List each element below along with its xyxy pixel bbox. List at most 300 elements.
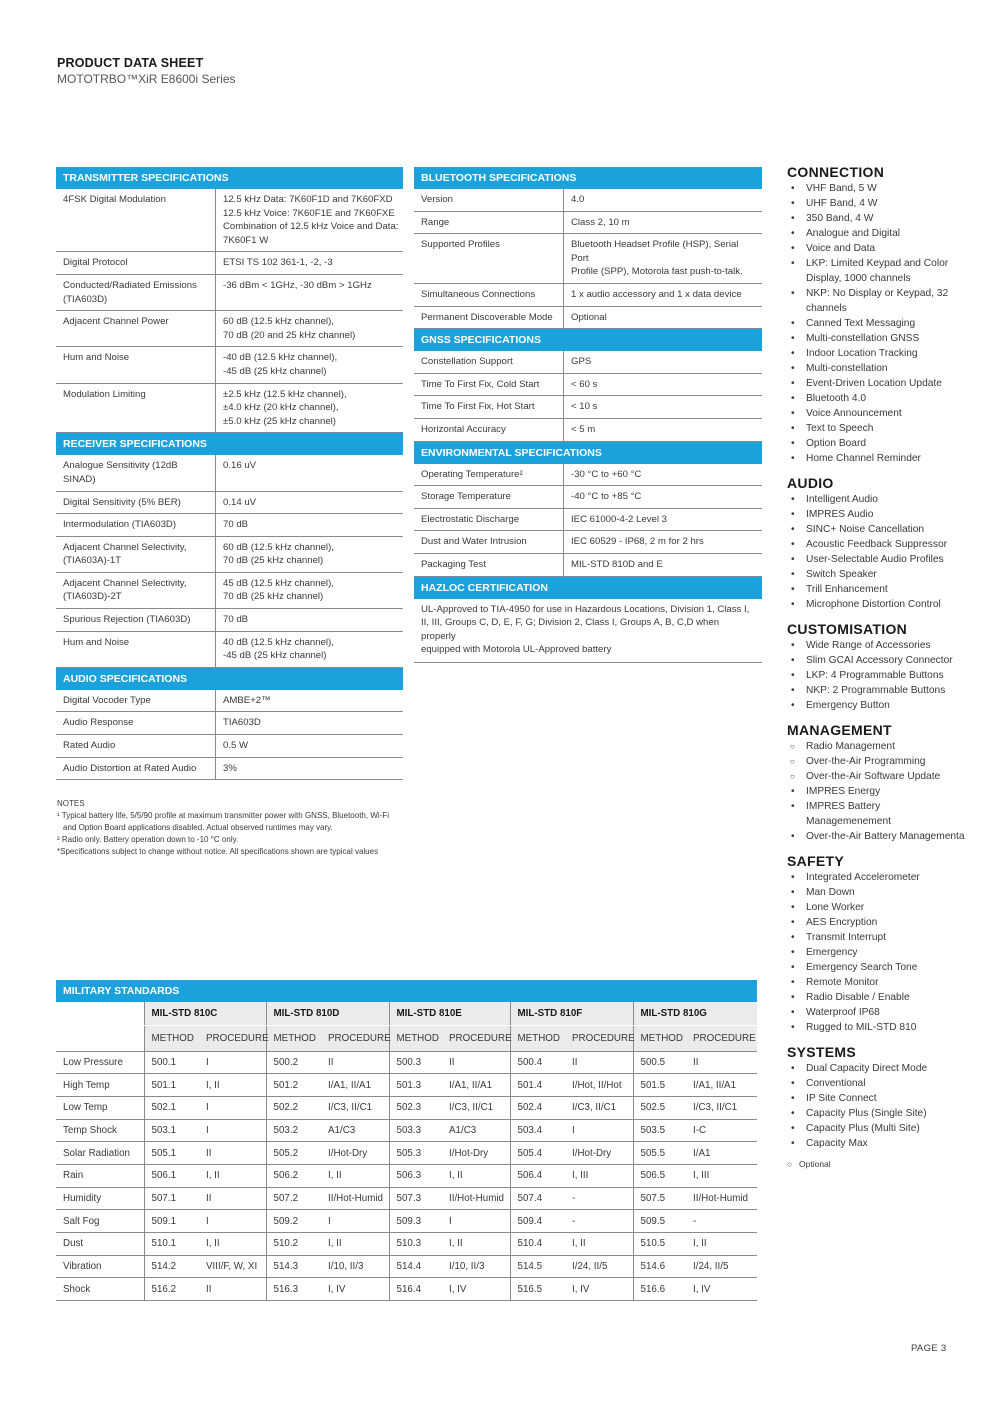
procedure-cell: II/Hot-Humid	[321, 1187, 389, 1210]
method-cell: 506.4	[510, 1164, 565, 1187]
spec-row	[414, 189, 762, 212]
method-cell: 505.1	[144, 1142, 199, 1165]
spec-value-line: < 10 s	[571, 401, 598, 413]
method-cell: 505.3	[389, 1142, 442, 1165]
spec-row	[414, 509, 762, 532]
procedure-cell: II/Hot-Humid	[686, 1187, 757, 1210]
spec-row	[56, 275, 403, 311]
feature-item: • Switch Speaker	[787, 567, 967, 582]
spec-label: Audio Response	[56, 712, 216, 734]
spec-label: Digital Sensitivity (5% BER)	[56, 492, 216, 514]
feature-item: • Remote Monitor	[787, 975, 967, 990]
procedure-cell: I/24, II/5	[686, 1255, 757, 1278]
note-line: ¹ Typical battery life, 5/5/90 profile at maximum transmitter power with GNSS, Bluetooth, Wi-Fi	[57, 811, 389, 820]
hazloc-line: UL-Approved to TIA-4950 for use in Hazardous Locations, Division 1, Class I,	[421, 603, 750, 615]
spec-value-line: -45 dB (25 kHz channel)	[223, 650, 327, 662]
feature-item: • Home Channel Reminder	[787, 451, 967, 466]
spec-label: Digital Protocol	[56, 252, 216, 274]
procedure-cell: -	[565, 1187, 633, 1210]
page-title: PRODUCT DATA SHEET	[57, 56, 204, 70]
table-row	[56, 1074, 757, 1097]
method-header: METHOD	[266, 1025, 321, 1051]
standard-header: MIL-STD 810E	[389, 1002, 510, 1025]
spec-label: Packaging Test	[414, 554, 564, 576]
spec-row	[56, 384, 403, 434]
spec-value-line: 40 dB (12.5 kHz channel),	[223, 636, 334, 648]
spec-label: Modulation Limiting	[56, 384, 216, 433]
spec-row	[56, 712, 403, 735]
procedure-cell: I, III	[686, 1164, 757, 1187]
procedure-cell: I/A1	[686, 1142, 757, 1165]
section-heading: ENVIRONMENTAL SPECIFICATIONS	[414, 442, 762, 464]
spec-value	[564, 464, 762, 486]
method-cell: 502.3	[389, 1096, 442, 1119]
section-heading: BLUETOOTH SPECIFICATIONS	[414, 167, 762, 189]
spec-value	[216, 275, 403, 310]
feature-item: • SINC+ Noise Cancellation	[787, 522, 967, 537]
procedure-cell: II	[686, 1051, 757, 1074]
spec-value	[564, 212, 762, 234]
method-cell: 510.3	[389, 1233, 442, 1256]
spec-value-line: -30 °C to +60 °C	[571, 468, 642, 480]
standard-header: MIL-STD 810D	[266, 1002, 389, 1025]
spec-value	[216, 514, 403, 536]
spec-value-line: -40 dB (12.5 kHz channel),	[223, 352, 338, 364]
feature-item: • Canned Text Messaging	[787, 316, 967, 331]
spec-value-line: 1 x audio accessory and 1 x data device	[571, 288, 742, 300]
gnss-specifications	[414, 329, 762, 441]
spec-value-line: 70 dB	[223, 614, 249, 626]
spec-value-line: < 60 s	[571, 378, 598, 390]
procedure-cell: II	[199, 1278, 266, 1301]
procedure-cell: I/Hot-Dry	[321, 1142, 389, 1165]
procedure-cell: A1/C3	[442, 1119, 510, 1142]
method-cell: 507.3	[389, 1187, 442, 1210]
method-cell: 516.3	[266, 1278, 321, 1301]
method-cell: 502.5	[633, 1096, 686, 1119]
spec-value-line: Bluetooth Headset Profile (HSP), Serial Port	[571, 239, 739, 264]
spec-label: Constellation Support	[414, 351, 564, 373]
procedure-cell: -	[686, 1210, 757, 1233]
spec-value	[216, 189, 403, 251]
procedure-cell: I-C	[686, 1119, 757, 1142]
spec-value-line: 60 dB (12.5 kHz channel),	[223, 316, 334, 328]
spec-value-line: GPS	[571, 356, 592, 368]
page-subtitle: MOTOTRBO™XiR E8600i Series	[57, 72, 236, 86]
spec-value-line: Profile (SPP), Motorola fast push-to-talk.	[571, 266, 743, 278]
feature-item: • IMPRES Battery Managemenement	[787, 799, 967, 829]
spec-value	[564, 307, 762, 329]
method-cell: 514.3	[266, 1255, 321, 1278]
test-name: Salt Fog	[56, 1210, 144, 1233]
spec-value-line: 0.14 uV	[223, 496, 257, 508]
spec-label: Intermodulation (TIA603D)	[56, 514, 216, 536]
spec-value	[216, 573, 403, 608]
procedure-header: PROCEDURE	[199, 1025, 266, 1051]
spec-label: Analogue Sensitivity (12dB SINAD)	[56, 455, 216, 490]
section-heading: AUDIO SPECIFICATIONS	[56, 668, 403, 690]
procedure-cell: I, IV	[686, 1278, 757, 1301]
blank-cell	[56, 1025, 144, 1051]
spec-label: Operating Temperature²	[414, 464, 564, 486]
feature-item: • Voice and Data	[787, 241, 967, 256]
procedure-cell: II/Hot-Humid	[442, 1187, 510, 1210]
hazloc-line: II, III, Groups C, D, E, F, G; Division 2, Class I, Groups A, B, C,D when properly	[421, 617, 720, 642]
table-row	[56, 1255, 757, 1278]
feature-list	[787, 638, 967, 713]
procedure-cell: II	[199, 1142, 266, 1165]
feature-heading: CUSTOMISATION	[787, 621, 908, 637]
method-cell: 503.3	[389, 1119, 442, 1142]
spec-row	[414, 307, 762, 330]
feature-item: • Man Down	[787, 885, 967, 900]
feature-item: • LKP: Limited Keypad and Color Display, 1000 channels	[787, 256, 967, 286]
method-cell: 506.2	[266, 1164, 321, 1187]
method-cell: 500.1	[144, 1051, 199, 1074]
procedure-cell: II	[199, 1187, 266, 1210]
test-name: Vibration	[56, 1255, 144, 1278]
procedure-cell: I, IV	[321, 1278, 389, 1301]
spec-label: Rated Audio	[56, 735, 216, 757]
procedure-cell: I/Hot-Dry	[565, 1142, 633, 1165]
spec-value-line: 70 dB (25 kHz channel)	[223, 555, 324, 567]
spec-label: Adjacent Channel Power	[56, 311, 216, 346]
procedure-cell: I, II	[442, 1164, 510, 1187]
test-name: Dust	[56, 1233, 144, 1256]
test-name: Rain	[56, 1164, 144, 1187]
feature-item: • Analogue and Digital	[787, 226, 967, 241]
spec-row	[56, 537, 403, 573]
blank-cell	[56, 1002, 144, 1025]
feature-item: • Multi-constellation	[787, 361, 967, 376]
spec-label: Storage Temperature	[414, 486, 564, 508]
method-cell: 503.4	[510, 1119, 565, 1142]
spec-value	[216, 632, 403, 667]
spec-label: Dust and Water Intrusion	[414, 531, 564, 553]
procedure-header: PROCEDURE	[565, 1025, 633, 1051]
spec-value	[216, 609, 403, 631]
procedure-cell: II	[565, 1051, 633, 1074]
spec-row	[414, 374, 762, 397]
spec-row	[414, 396, 762, 419]
method-cell: 509.2	[266, 1210, 321, 1233]
note-line: and Option Board applications disabled. Actual observed runtimes may vary.	[63, 823, 333, 832]
method-cell: 510.4	[510, 1233, 565, 1256]
spec-value	[216, 690, 403, 712]
feature-item: • UHF Band, 4 W	[787, 196, 967, 211]
standard-header: MIL-STD 810G	[633, 1002, 757, 1025]
feature-item: • Intelligent Audio	[787, 492, 967, 507]
feature-item: • Emergency	[787, 945, 967, 960]
spec-label: Time To First Fix, Cold Start	[414, 374, 564, 396]
feature-item: • VHF Band, 5 W	[787, 181, 967, 196]
method-cell: 500.2	[266, 1051, 321, 1074]
method-cell: 500.3	[389, 1051, 442, 1074]
method-cell: 505.2	[266, 1142, 321, 1165]
procedure-cell: I/Hot-Dry	[442, 1142, 510, 1165]
spec-value	[564, 189, 762, 211]
method-cell: 516.4	[389, 1278, 442, 1301]
spec-row	[56, 311, 403, 347]
standards-header-row	[56, 1002, 757, 1025]
feature-item: • Lone Worker	[787, 900, 967, 915]
method-cell: 507.4	[510, 1187, 565, 1210]
feature-item: • IMPRES Energy	[787, 784, 967, 799]
method-cell: 506.1	[144, 1164, 199, 1187]
method-cell: 502.2	[266, 1096, 321, 1119]
spec-label: Adjacent Channel Selectivity, (TIA603D)-2T	[56, 573, 216, 608]
procedure-cell: I/C3, II/C1	[442, 1096, 510, 1119]
method-cell: 514.6	[633, 1255, 686, 1278]
procedure-cell: I, II	[442, 1233, 510, 1256]
audio-specifications	[56, 668, 403, 780]
procedure-cell: II	[442, 1051, 510, 1074]
procedure-cell: I	[199, 1119, 266, 1142]
feature-item: • Rugged to MIL-STD 810	[787, 1020, 967, 1035]
spec-row	[414, 419, 762, 442]
feature-heading: SYSTEMS	[787, 1044, 857, 1060]
spec-value-line: 7K60F1 W	[223, 234, 269, 246]
spec-value-line: AMBE+2™	[223, 694, 271, 706]
test-name: Humidity	[56, 1187, 144, 1210]
hazloc-line: equipped with Motorola UL-Approved battery	[421, 644, 612, 656]
feature-item: • Radio Disable / Enable	[787, 990, 967, 1005]
spec-label: Digital Vocoder Type	[56, 690, 216, 712]
feature-heading: SAFETY	[787, 853, 845, 869]
procedure-cell: I/A1, II/A1	[442, 1074, 510, 1097]
spec-value	[564, 486, 762, 508]
section-heading: MILITARY STANDARDS	[56, 980, 757, 1002]
table-row	[56, 1164, 757, 1187]
method-cell: 502.4	[510, 1096, 565, 1119]
spec-label: Audio Distortion at Rated Audio	[56, 758, 216, 780]
spec-value-line: 45 dB (12.5 kHz channel),	[223, 577, 334, 589]
spec-value-line: 12.5 kHz Voice: 7K60F1E and 7K60FXE	[223, 207, 395, 219]
spec-value	[564, 396, 762, 418]
test-name: Low Pressure	[56, 1051, 144, 1074]
feature-item: ○ Over-the-Air Programming	[787, 754, 967, 769]
spec-row	[56, 492, 403, 515]
table-row	[56, 1119, 757, 1142]
feature-item: • 350 Band, 4 W	[787, 211, 967, 226]
procedure-cell: I, III	[565, 1164, 633, 1187]
spec-value	[216, 311, 403, 346]
spec-row	[56, 609, 403, 632]
section-heading: GNSS SPECIFICATIONS	[414, 329, 762, 351]
procedure-cell: I/A1, II/A1	[686, 1074, 757, 1097]
transmitter-specifications	[56, 167, 403, 433]
feature-item: ○ Radio Management	[787, 739, 967, 754]
procedure-cell: I	[321, 1210, 389, 1233]
military-standards-table	[56, 1002, 757, 1301]
spec-label: 4FSK Digital Modulation	[56, 189, 216, 251]
feature-item: • Text to Speech	[787, 421, 967, 436]
feature-list	[787, 492, 967, 612]
feature-item: • Wide Range of Accessories	[787, 638, 967, 653]
procedure-header: PROCEDURE	[321, 1025, 389, 1051]
test-name: High Temp	[56, 1074, 144, 1097]
test-name: Solar Radiation	[56, 1142, 144, 1165]
procedure-cell: I, II	[565, 1233, 633, 1256]
spec-row	[56, 455, 403, 491]
spec-value-line: Class 2, 10 m	[571, 216, 630, 228]
procedure-cell: I	[199, 1210, 266, 1233]
spec-value-line: Combination of 12.5 kHz Voice and Data:	[223, 221, 399, 233]
method-cell: 507.1	[144, 1187, 199, 1210]
spec-value-line: < 5 m	[571, 423, 596, 435]
procedure-cell: I, II	[686, 1233, 757, 1256]
feature-item: • AES Encryption	[787, 915, 967, 930]
spec-value	[564, 374, 762, 396]
feature-item: • Capacity Max	[787, 1136, 967, 1151]
test-name: Low Temp	[56, 1096, 144, 1119]
spec-value-line: 70 dB (25 kHz channel)	[223, 591, 324, 603]
spec-value-line: 3%	[223, 762, 237, 774]
spec-value-line: 70 dB	[223, 519, 249, 531]
procedure-cell: I	[199, 1096, 266, 1119]
environmental-specifications	[414, 442, 762, 577]
method-cell: 502.1	[144, 1096, 199, 1119]
method-cell: 516.5	[510, 1278, 565, 1301]
spec-value	[216, 384, 403, 433]
spec-row	[414, 234, 762, 284]
note-line: ² Radio only. Battery operation down to -10 °C only.	[57, 835, 239, 844]
spec-label: Range	[414, 212, 564, 234]
features-column	[787, 163, 967, 1169]
spec-label: Horizontal Accuracy	[414, 419, 564, 441]
spec-value	[216, 455, 403, 490]
table-row	[56, 1096, 757, 1119]
middle-spec-column	[414, 167, 762, 663]
feature-item: • Indoor Location Tracking	[787, 346, 967, 361]
feature-heading: AUDIO	[787, 475, 834, 491]
feature-item: • Acoustic Feedback Suppressor	[787, 537, 967, 552]
method-cell: 503.2	[266, 1119, 321, 1142]
spec-row	[56, 735, 403, 758]
spec-value-line: MIL-STD 810D and E	[571, 558, 663, 570]
spec-row	[414, 486, 762, 509]
spec-value-line: 0.5 W	[223, 740, 249, 752]
feature-item: • LKP: 4 Programmable Buttons	[787, 668, 967, 683]
procedure-cell: I, II	[321, 1233, 389, 1256]
method-cell: 514.2	[144, 1255, 199, 1278]
procedure-cell: -	[565, 1210, 633, 1233]
procedure-cell: I, IV	[565, 1278, 633, 1301]
method-cell: 505.4	[510, 1142, 565, 1165]
method-cell: 506.5	[633, 1164, 686, 1187]
procedure-cell: I/C3, II/C1	[565, 1096, 633, 1119]
spec-value-line: -36 dBm < 1GHz, -30 dBm > 1GHz	[223, 279, 372, 291]
spec-value	[216, 252, 403, 274]
spec-label: Conducted/Radiated Emissions (TIA603D)	[56, 275, 216, 310]
spec-value-line: ETSI TS 102 361-1, -2, -3	[223, 257, 333, 269]
method-cell: 509.4	[510, 1210, 565, 1233]
military-standards	[56, 980, 757, 1301]
spec-value-line: IEC 60529 - IP68, 2 m for 2 hrs	[571, 536, 704, 548]
spec-value	[216, 735, 403, 757]
method-cell: 507.2	[266, 1187, 321, 1210]
method-cell: 510.5	[633, 1233, 686, 1256]
method-cell: 501.2	[266, 1074, 321, 1097]
feature-item: • Emergency Search Tone	[787, 960, 967, 975]
procedure-cell: I, II	[199, 1074, 266, 1097]
spec-row	[414, 212, 762, 235]
table-row	[56, 1233, 757, 1256]
standard-header: MIL-STD 810F	[510, 1002, 633, 1025]
procedure-cell: I	[199, 1051, 266, 1074]
standard-header: MIL-STD 810C	[144, 1002, 266, 1025]
section-heading: RECEIVER SPECIFICATIONS	[56, 433, 403, 455]
spec-value-line: 0.16 uV	[223, 460, 257, 472]
spec-label: Time To First Fix, Hot Start	[414, 396, 564, 418]
method-cell: 507.5	[633, 1187, 686, 1210]
method-header: METHOD	[633, 1025, 686, 1051]
table-row	[56, 1278, 757, 1301]
method-cell: 514.5	[510, 1255, 565, 1278]
optional-label: Optional	[799, 1159, 831, 1169]
bluetooth-specifications	[414, 167, 762, 329]
feature-item: • IP Site Connect	[787, 1091, 967, 1106]
left-spec-column	[56, 167, 403, 780]
feature-item: • NKP: No Display or Keypad, 32 channels	[787, 286, 967, 316]
spec-value	[564, 419, 762, 441]
procedure-cell: II	[321, 1051, 389, 1074]
method-cell: 503.5	[633, 1119, 686, 1142]
spec-label: Simultaneous Connections	[414, 284, 564, 306]
feature-item: • Microphone Distortion Control	[787, 597, 967, 612]
feature-item: • Capacity Plus (Single Site)	[787, 1106, 967, 1121]
page-header	[57, 56, 236, 86]
spec-value-line: ±4.0 kHz (20 kHz channel),	[223, 402, 339, 414]
page-number: PAGE 3	[911, 1343, 947, 1354]
section-heading: HAZLOC CERTIFICATION	[414, 577, 762, 599]
feature-item: • Transmit Interrupt	[787, 930, 967, 945]
procedure-cell: I/10, II/3	[442, 1255, 510, 1278]
spec-label: Supported Profiles	[414, 234, 564, 283]
spec-row	[56, 632, 403, 668]
optional-circle-icon: ○	[787, 1159, 793, 1169]
table-row	[56, 1187, 757, 1210]
spec-value	[564, 509, 762, 531]
optional-legend	[787, 1159, 967, 1169]
feature-item: • Integrated Accelerometer	[787, 870, 967, 885]
spec-row	[56, 252, 403, 275]
spec-row	[414, 284, 762, 307]
spec-value	[216, 537, 403, 572]
notes	[57, 798, 407, 858]
feature-list	[787, 739, 967, 844]
method-procedure-row	[56, 1025, 757, 1051]
feature-heading: MANAGEMENT	[787, 722, 892, 738]
spec-label: Version	[414, 189, 564, 211]
spec-value-line: IEC 61000-4-2 Level 3	[571, 513, 667, 525]
method-cell: 501.5	[633, 1074, 686, 1097]
spec-label: Hum and Noise	[56, 347, 216, 382]
procedure-cell: VIII/F, W, XI	[199, 1255, 266, 1278]
procedure-header: PROCEDURE	[442, 1025, 510, 1051]
spec-row	[56, 690, 403, 713]
spec-value-line: 12.5 kHz Data: 7K60F1D and 7K60FXD	[223, 194, 393, 205]
feature-item: • IMPRES Audio	[787, 507, 967, 522]
spec-row	[56, 189, 403, 252]
method-header: METHOD	[144, 1025, 199, 1051]
test-name: Shock	[56, 1278, 144, 1301]
method-cell: 509.1	[144, 1210, 199, 1233]
method-cell: 509.5	[633, 1210, 686, 1233]
notes-title: NOTES	[57, 799, 85, 808]
spec-value	[216, 712, 403, 734]
feature-item: • Trill Enhancement	[787, 582, 967, 597]
